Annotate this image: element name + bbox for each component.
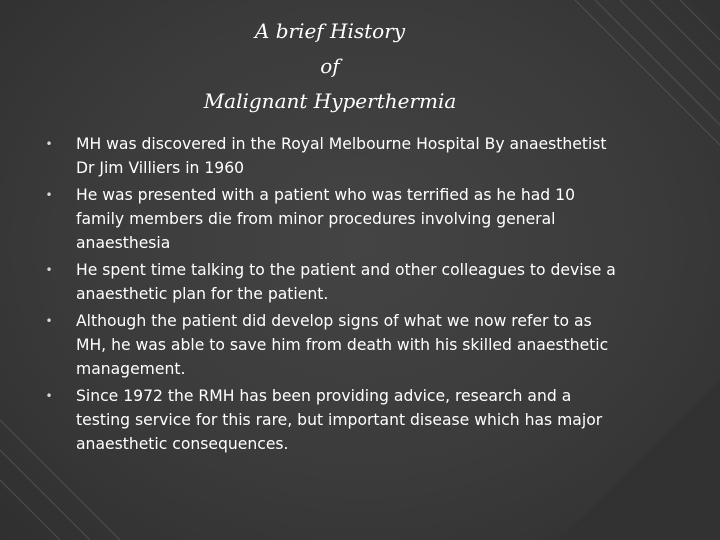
bullet-text: He was presented with a patient who was terrified as he had 10 family members die from minor procedures involving general anaesthesia: [76, 186, 575, 252]
title-line-2: of: [320, 54, 340, 78]
bullet-text: Since 1972 the RMH has been providing advice, research and a testing service for this rare, but important disease which has major anaesthetic consequences.: [76, 387, 603, 453]
bullet-icon: •: [45, 188, 53, 202]
bullet-icon: •: [45, 314, 53, 328]
bullet-text: He spent time talking to the patient and other colleagues to devise a anaesthetic plan for the patient.: [76, 261, 616, 303]
bullet-icon: •: [45, 137, 53, 151]
bullet-text: MH was discovered in the Royal Melbourne Hospital By anaesthetist Dr Jim Villiers in 1960: [76, 135, 607, 177]
bullet-icon: •: [45, 263, 53, 277]
title-line-3: Malignant Hyperthermia: [203, 89, 457, 113]
corner-line: [680, 0, 720, 40]
corner-line: [595, 0, 720, 125]
corner-line: [620, 0, 720, 100]
bullet-icon: •: [45, 389, 53, 403]
corner-line: [0, 480, 60, 540]
title-line-1: A brief History: [254, 19, 406, 43]
corner-line: [0, 450, 90, 540]
bullet-text: Although the patient did develop signs of what we now refer to as MH, he was able to save him from death with his skilled anaesthetic management.: [76, 312, 609, 378]
bullet-item: [44, 384, 624, 456]
slide-title: [130, 14, 530, 119]
corner-line: [650, 0, 720, 70]
corner-line: [575, 0, 720, 145]
bullet-item: [44, 183, 624, 255]
bullet-list: [44, 132, 624, 459]
bullet-item: [44, 132, 624, 180]
bullet-item: [44, 258, 624, 306]
bullet-item: [44, 309, 624, 381]
